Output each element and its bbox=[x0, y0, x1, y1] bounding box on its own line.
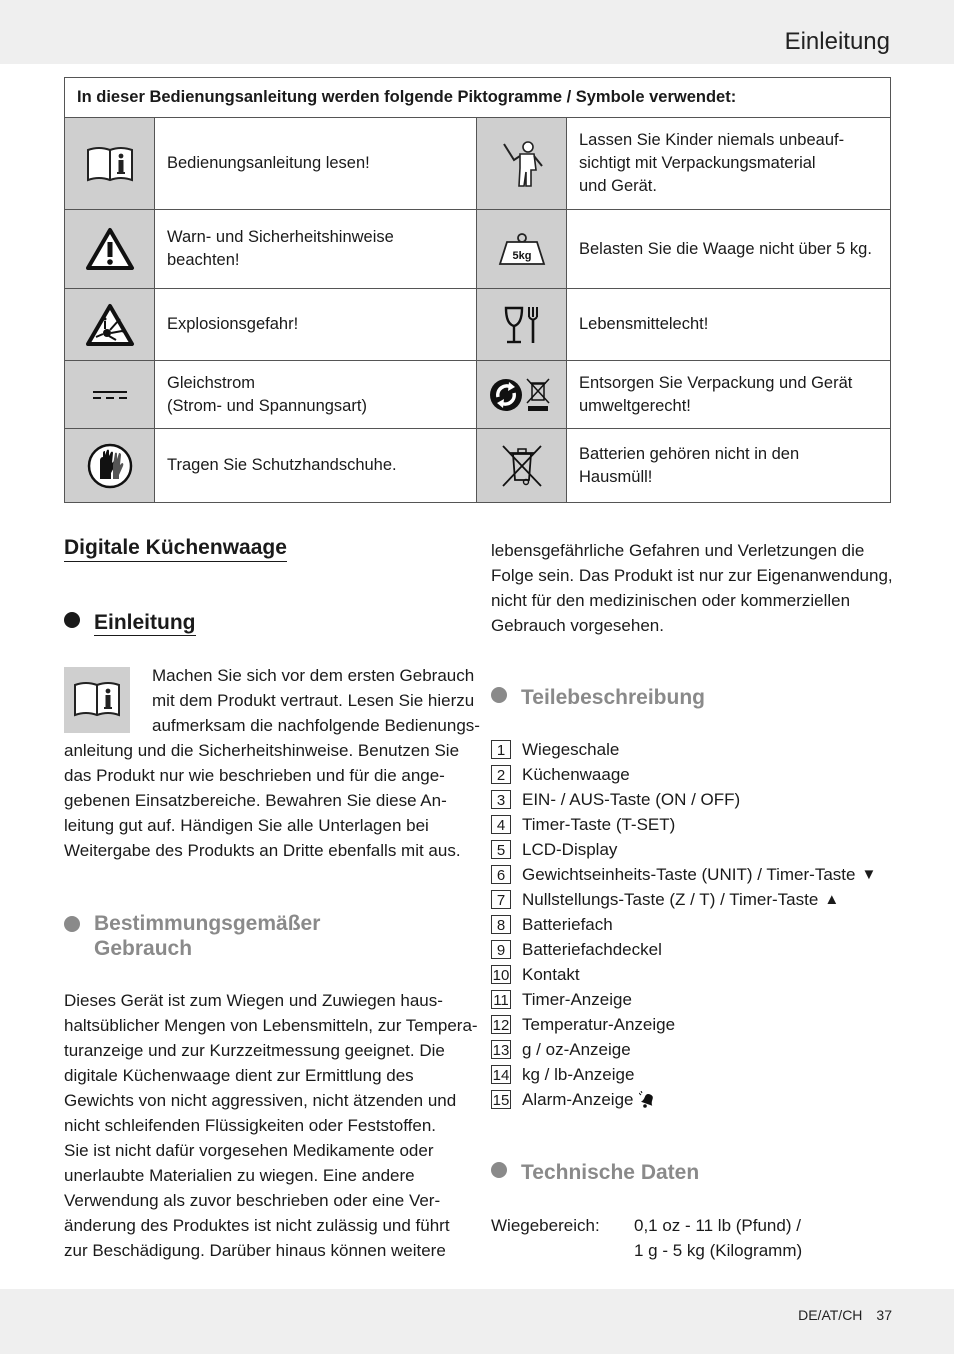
part-number: 2 bbox=[491, 765, 511, 784]
symbol-cell bbox=[477, 429, 567, 503]
weight-5kg-icon bbox=[497, 232, 547, 266]
symbol-cell bbox=[477, 361, 567, 429]
part-label: Kontakt bbox=[522, 965, 580, 984]
symbol-cell bbox=[65, 429, 155, 503]
alarm-bell-icon bbox=[639, 1091, 655, 1109]
symbols-heading: In dieser Bedienungsanleitung werden folgende Piktogramme / Symbole verwendet: bbox=[65, 78, 891, 118]
info-box bbox=[64, 667, 130, 733]
part-number: 6 bbox=[491, 865, 511, 884]
part-label: Batteriefachdeckel bbox=[522, 940, 662, 959]
tech-heading bbox=[491, 1161, 699, 1185]
part-number: 14 bbox=[492, 1067, 510, 1084]
symbol-text: Explosionsgefahr! bbox=[155, 289, 477, 361]
list-item bbox=[491, 762, 876, 787]
intended-use-text-continued: lebensgefährliche Gefahren und Verletzungen die Folge sein. Das Produkt ist nur zur Eigenanwendung, nicht für den medizinischen oder kommerziellen Gebrauch vorgesehen. bbox=[491, 541, 893, 635]
child-warning-icon bbox=[500, 138, 544, 190]
part-label: Temperatur-Anzeige bbox=[522, 1015, 676, 1034]
symbol-cell bbox=[477, 118, 567, 210]
section-bullet-icon bbox=[491, 687, 507, 703]
direct-current-icon bbox=[90, 388, 130, 402]
section-bullet-icon bbox=[64, 612, 80, 628]
intro-heading bbox=[64, 611, 196, 635]
food-safe-icon bbox=[502, 304, 542, 346]
part-label: Küchenwaage bbox=[522, 765, 630, 784]
symbol-cell bbox=[65, 118, 155, 210]
warning-triangle-icon bbox=[85, 227, 135, 271]
list-item bbox=[491, 737, 876, 762]
list-item bbox=[491, 1012, 876, 1037]
list-item bbox=[491, 1087, 876, 1112]
part-number: 13 bbox=[492, 1042, 510, 1059]
symbol-text: Gleichstrom (Strom- und Spannungsart) bbox=[155, 361, 477, 429]
part-number: 8 bbox=[491, 915, 511, 934]
symbol-text: Lebensmittelecht! bbox=[567, 289, 891, 361]
list-item bbox=[491, 837, 876, 862]
symbol-text: Tragen Sie Schutzhandschuhe. bbox=[155, 429, 477, 503]
intro-text-indented: Machen Sie sich vor dem ersten Gebrauch mit dem Produkt vertraut. Lesen Sie hierzu aufmerksam die nachfolgende Bedienungs- bbox=[152, 666, 480, 735]
part-label: LCD-Display bbox=[522, 840, 618, 859]
weight-label: 5kg bbox=[512, 250, 531, 262]
symbol-text: Lassen Sie Kinder niemals unbeauf- sichtigt mit Verpackungsmaterial und Gerät. bbox=[567, 118, 891, 210]
section-bullet-icon bbox=[64, 916, 80, 932]
footer-region: DE/AT/CH bbox=[798, 1307, 863, 1323]
list-item bbox=[491, 1062, 876, 1087]
part-label: Alarm-Anzeige bbox=[522, 1090, 634, 1109]
recycle-icon bbox=[489, 375, 555, 415]
part-number: 15 bbox=[492, 1092, 510, 1109]
part-label: Timer-Anzeige bbox=[522, 990, 632, 1009]
triangle-up-icon: ▲ bbox=[824, 891, 840, 908]
part-number: 5 bbox=[491, 840, 511, 859]
intended-use-text: Dieses Gerät ist zum Wiegen und Zuwiegen haus- haltsüblicher Mengen von Lebensmitteln, zur Tempera- turanzeige und zur Kurzzeitmessung geeignet. Die digitale Küchenwaage dient zur Ermittlung des Gewichts von nicht aggressiven, nicht ätzenden und nicht schleifenden Flüssigkeiten oder Feststoffen. Sie ist nicht dafür vorgesehen Medikamente oder unerlaubte Materialien zu wiegen. Eine andere Verwendung als zuvor beschrieben oder eine Ver- änderung des Produktes ist nicht zulässig und führt zur Beschädigung. Darüber hinaus können weitere bbox=[64, 991, 478, 1260]
symbol-text: Entsorgen Sie Verpackung und Gerät umweltgerecht! bbox=[567, 361, 891, 429]
product-title: Digitale Küchenwaage bbox=[64, 536, 287, 562]
part-label: kg / lb-Anzeige bbox=[522, 1065, 635, 1084]
page-number: 37 bbox=[876, 1307, 892, 1323]
part-number: 7 bbox=[491, 890, 511, 909]
tech-label: Wiegebereich: bbox=[491, 1216, 600, 1235]
tech-heading-text: Technische Daten bbox=[521, 1161, 700, 1184]
intro-heading-text: Einleitung bbox=[94, 611, 196, 634]
part-number: 9 bbox=[491, 940, 511, 959]
page-title: Einleitung bbox=[784, 28, 890, 55]
triangle-down-icon: ▼ bbox=[861, 866, 877, 883]
part-label: Timer-Taste (T-SET) bbox=[522, 815, 676, 834]
symbol-cell bbox=[65, 210, 155, 289]
gloves-icon bbox=[87, 443, 133, 489]
list-item bbox=[491, 937, 876, 962]
parts-heading-text: Teilebeschreibung bbox=[521, 686, 705, 709]
symbol-cell bbox=[477, 210, 567, 289]
parts-heading bbox=[491, 686, 705, 710]
intended-use-heading bbox=[64, 911, 320, 961]
part-number: 3 bbox=[491, 790, 511, 809]
list-item bbox=[491, 862, 876, 887]
symbol-cell bbox=[477, 289, 567, 361]
part-label: g / oz-Anzeige bbox=[522, 1040, 631, 1059]
list-item bbox=[491, 912, 876, 937]
parts-list bbox=[491, 737, 876, 1112]
symbols-table bbox=[64, 77, 891, 503]
part-number: 12 bbox=[492, 1017, 510, 1034]
part-label: EIN- / AUS-Taste (ON / OFF) bbox=[522, 790, 741, 809]
section-bullet-icon bbox=[491, 1162, 507, 1178]
footer bbox=[798, 1307, 892, 1323]
explosion-icon bbox=[85, 303, 135, 347]
manual-info-icon bbox=[64, 667, 130, 733]
symbol-text: Batterien gehören nicht in den Hausmüll! bbox=[567, 429, 891, 503]
intended-use-heading-text: Bestimmungsgemäßer Gebrauch bbox=[94, 912, 321, 960]
symbol-cell bbox=[65, 361, 155, 429]
tech-value: 1 g - 5 kg (Kilogramm) bbox=[634, 1241, 803, 1260]
symbol-text: Warn- und Sicherheitshinweise beachten! bbox=[155, 210, 477, 289]
part-label: Wiegeschale bbox=[522, 740, 620, 759]
list-item bbox=[491, 962, 876, 987]
part-label: Batteriefach bbox=[522, 915, 613, 934]
list-item bbox=[491, 812, 876, 837]
part-label: Nullstellungs-Taste (Z / T) / Timer-Taste bbox=[522, 890, 819, 909]
part-number: 11 bbox=[491, 990, 511, 1009]
part-number: 10 bbox=[492, 967, 510, 984]
intro-text: anleitung und die Sicherheitshinweise. Benutzen Sie das Produkt nur wie beschrieben und für die ange- gebenen Einsatzbereiche. Bewahren Sie diese An- leitung gut auf. Händigen Sie alle Unterlagen bei Weitergabe des Produkts an Dritte ebenfalls mit aus. bbox=[64, 741, 461, 860]
part-number: 1 bbox=[491, 740, 511, 759]
battery-bin-icon bbox=[499, 442, 545, 490]
list-item bbox=[491, 787, 876, 812]
tech-value: 0,1 oz - 11 lb (Pfund) / bbox=[634, 1216, 801, 1235]
symbol-text: Bedienungsanleitung lesen! bbox=[155, 118, 477, 210]
symbol-cell bbox=[65, 289, 155, 361]
part-number: 4 bbox=[491, 815, 511, 834]
symbol-text: Belasten Sie die Waage nicht über 5 kg. bbox=[567, 210, 891, 289]
list-item bbox=[491, 887, 876, 912]
part-label: Gewichtseinheits-Taste (UNIT) / Timer-Taste bbox=[522, 865, 856, 884]
manual-info-icon bbox=[85, 144, 135, 184]
list-item bbox=[491, 987, 876, 1012]
list-item bbox=[491, 1037, 876, 1062]
